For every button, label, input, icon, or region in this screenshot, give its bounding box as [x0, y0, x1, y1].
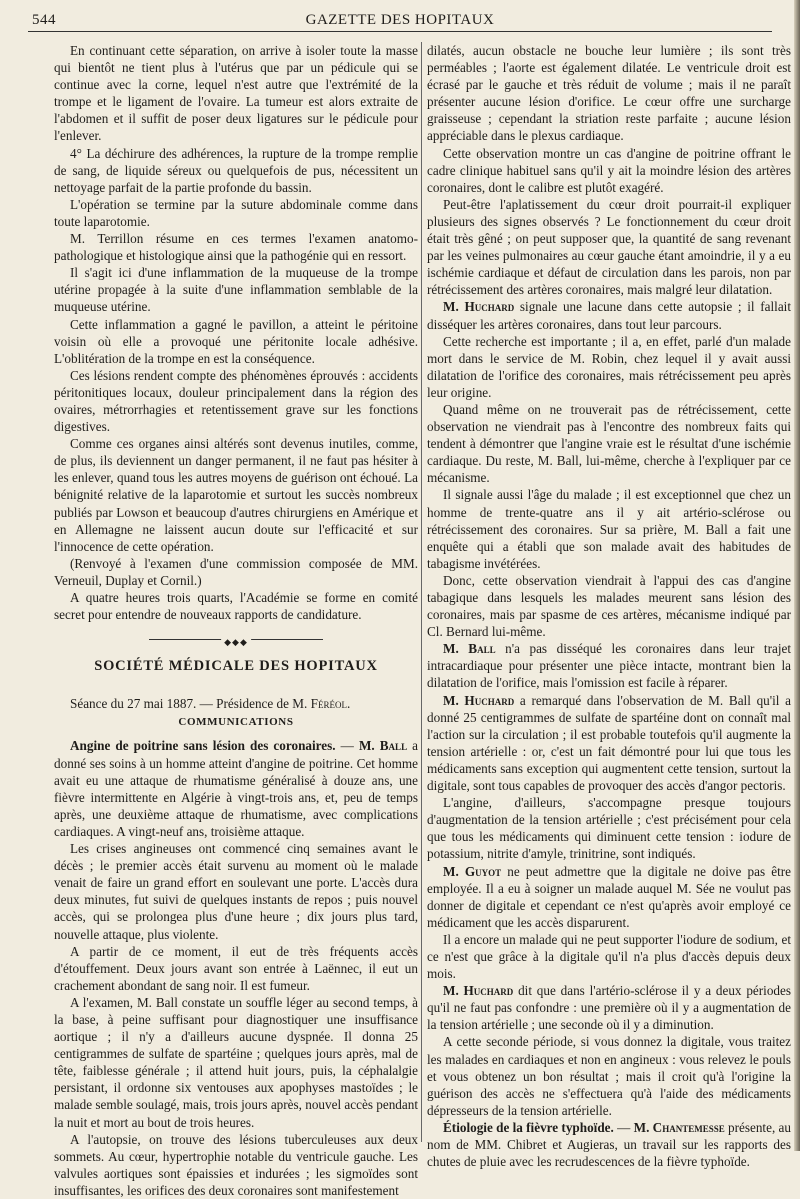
paragraph: Il a encore un malade qui ne peut supporter l'iodure de sodium, et ce n'est que grâce à la digitale qu'il n'a plus d'accès depuis deux mois. [427, 931, 791, 982]
column-separator [421, 42, 422, 1142]
communications-heading: COMMUNICATIONS [178, 716, 294, 729]
speaker-name: M. Huchard [443, 692, 515, 708]
paragraph: M. Guyot ne peut admettre que la digitale ne doive pas être employée. Il a eu à soigner un malade auquel M. Sée ne voulut pas donner de digitale et cependant ce n'est qu'après avoir employé ce médicament que les accès disparurent. [427, 863, 791, 930]
paragraph: Comme ces organes ainsi altérés sont devenus inutiles, comme, de plus, ils deviennent un danger permanent, il ne faut pas hésiter à les enlever, quand tous les autres moyens de guérison ont échoué. La bénignité relative de la laparotomie et surtout les succès nombreux publiés par Lowson et beaucoup d'autres chirurgiens en Amérique et en Allemagne ne laissent aucun doute sur l'efficacité et sur l'innocence de cette opération. [54, 436, 418, 554]
paragraph: L'angine, d'ailleurs, s'accompagne presque toujours d'augmentation de la tension artérielle ; c'est précisément pour cela que tous les médicaments qui diminuent cette tension : iodure de potassium, nitrite d'amyle, trinitrine, sont indiqués. [427, 795, 791, 862]
paragraph: Donc, cette observation viendrait à l'appui des cas d'angine tabagique dans lesquels les malades meurent sans lésion des coronaires, mais par spasme de ces artères, mécanisme indiqué par Cl. Bernard lui-même. [427, 572, 791, 640]
paragraph: Cette observation montre un cas d'angine de poitrine offrant le cadre clinique habituel sans qu'il y ait la moindre lésion des artères coronaires, dont le calibre est plutôt exagéré. [427, 145, 791, 195]
paragraph: A partir de ce moment, il eut de très fréquents accès d'étouffement. Deux jours avant son entrée à Laënnec, il eut un crachement abondant de sang noir. Il est fumeur. [54, 943, 418, 993]
paragraph: 4° La déchirure des adhérences, la rupture de la trompe remplie de sang, de liquide séreux ou quelquefois de pus, nécessitent un nettoyage parfait de la partie profonde du bassin. [54, 145, 418, 195]
president-name: Féréol. [310, 696, 351, 712]
right-column [427, 42, 791, 1170]
paragraph: A l'autopsie, on trouve des lésions tuberculeuses aux deux sommets. Au cœur, hypertrophie notable du ventricule gauche. Les valvules aortiques sont épaissies et indurées ; les sigmoïdes sont insuffisantes, les orifices des deux coronaires sont manifestement [54, 1131, 418, 1198]
paragraph: Peut-être l'aplatissement du cœur droit pourrait-il expliquer plusieurs des signes observés ? Le fonctionnement du cœur droit était très gêné ; on peut supposer que, la quantité de sang revenant par les veines pulmonaires au cœur gauche étant amoindrie, il y a eu ischémie cardiaque et défaut de circulation dans les parois, non par rétrécissement des artères coronaires, mais malgré leur dilatation. [427, 196, 791, 298]
paragraph: Il s'agit ici d'une inflammation de la muqueuse de la trompe utérine propagée à la suite d'une inflammation semblable de la muqueuse utérine. [54, 265, 418, 315]
paragraph: M. Ball n'a pas disséqué les coronaires dans leur trajet intracardiaque pour présenter une pièce intacte, montrant bien la dilatation de l'orifice, mais l'omission est facile à réparer. [427, 641, 792, 691]
paragraph: Quand même on ne trouverait pas de rétrécissement, cette observation ne viendrait pas à l'encontre des nombreux faits qui tendent à démontrer que l'angine vraie est le résultat d'une ischémie cardiaque. Du reste, M. Ball, lui-même, cherche à l'expliquer par ce mécanisme. [427, 401, 791, 486]
page-number: 544 [32, 12, 56, 28]
paragraph: A l'examen, M. Ball constate un souffle léger au second temps, à la base, à peine suffisant pour diagnostiquer une insuffisance aortique ; il n'y a d'ailleurs aucune dyspnée. Il donna 25 centigrammes de sulfate de spartéine ; quelques jours après, mal de tête, faiblesse générale ; il attend huit jours, puis, la céphalalgie persistant, il ordonne six ventouses aux apophyses mastoïdes ; le malade semble soulagé, mais, trois jours après, nouvel accès pendant la nuit et mort au bout de trois heures. [54, 994, 419, 1130]
paragraph: L'opération se termine par la suture abdominale comme dans toute laparotomie. [54, 196, 418, 229]
speaker-name: M. Guyot [443, 863, 502, 879]
article-title: Étiologie de la fièvre typhoïde. [443, 1119, 614, 1135]
section-title: SOCIÉTÉ MÉDICALE DES HOPITAUX [94, 658, 378, 675]
paragraph: M. Huchard signale une lacune dans cette autopsie ; il fallait disséquer les artères coronaires, dans tout leur parcours. [427, 299, 792, 332]
article-title: Angine de poitrine sans lésion des coronaires. [70, 738, 336, 754]
speaker-name: M. Ball [443, 641, 496, 657]
paragraph: Cette inflammation a gagné le pavillon, a atteint le péritoine voisin où elle a provoqué une péritonite locale adhésive. L'oblitération de la trompe en est la conséquence. [54, 316, 418, 366]
journal-title: GAZETTE DES HOPITAUX [305, 12, 495, 28]
paragraph: dilatés, aucun obstacle ne bouche leur lumière ; ils sont très perméables ; l'aorte est également dilatée. Le ventricule droit est écrasé par le gauche et très réduit de volume ; mais il ne paraît présenter aucune lésion d'orifice. Le cœur offre une surcharge graisseuse ; cependant la striation reste parfaite ; aucune lésion appréciable dans le plexus cardiaque. [427, 43, 791, 144]
paragraph: Ces lésions rendent compte des phénomènes éprouvés : accidents péritonitiques locaux, douleur principalement dans la région des ovaires, métrorrhagies et retentissement grave sur les fonctions digestives. [54, 367, 418, 435]
paragraph: Il signale aussi l'âge du malade ; il est exceptionnel que chez un homme de trente-quatre ans il y ait artério-sclérose ou rétrécissement des coronaires. Sur sa prière, M. Ball a fait une enquête qui a établi que son malade avait des habitudes de tabagisme invétérées. [427, 487, 791, 571]
page-header [28, 10, 772, 30]
paragraph: M. Terrillon résume en ces termes l'examen anatomo-pathologique et histologique ainsi que la pathogénie qui en ressort. [54, 231, 418, 264]
paragraph: M. Huchard a remarqué dans l'observation de M. Ball qu'il a donné 25 centigrammes de sulfate de spartéine dont on connaît mal l'action sur la circulation ; il est probable toutefois qu'il augmente la tension artérielle : or, c'est un fait démontré pour lui que tous les médicaments sans exception qui augmentent cette tension, surtout la digitale, sont tous capables de provoquer des accès d'angor pectoris. [427, 692, 792, 794]
page-edge-shadow [794, 0, 800, 1151]
speaker-name: M. Huchard [443, 299, 515, 315]
speaker-name: M. Chantemesse [633, 1119, 725, 1135]
header-rule [28, 31, 772, 32]
paragraph: Angine de poitrine sans lésion des coronaires. — M. Ball a donné ses soins à un homme atteint d'angine de poitrine. Cet homme avait eu une attaque de rhumatisme généralisé à douze ans, une fièvre intermittente en Algérie à vingt-trois ans, et, peu de temps après, une deuxième attaque de rhumatisme, avec complications cardiaques. A vingt-neuf ans, troisième attaque. [54, 738, 419, 839]
paragraph: Cette recherche est importante ; il a, en effet, parlé d'un malade mort dans le service de M. Robin, chez lequel il y avait aussi dilatation de l'orifice des coronaires, mais rétrécissement peu après leur origine. [427, 333, 791, 400]
paragraph: M. Huchard dit que dans l'artério-sclérose il y a deux périodes qu'il ne faut pas confondre : une première où il y a augmentation de la tension artérielle ; une seconde où il y a diminution. [427, 983, 791, 1033]
paragraph: A cette seconde période, si vous donnez la digitale, vous traitez les malades en cardiaques et non en angineux : vous relevez le pouls et vous obtenez un bon résultat ; mais il croit qu'à l'origine la guérison des accès ne s'effectuera qu'à l'aide des médicaments dépresseurs de la tension artérielle. [427, 1034, 791, 1118]
session-line: Séance du 27 mai 1887. — Présidence de M. Féréol. [70, 696, 351, 712]
speaker-name: M. Huchard [443, 983, 514, 999]
author-name: M. Ball [358, 738, 408, 754]
paragraph: A quatre heures trois quarts, l'Académie se forme en comité secret pour entendre de nouveaux rapports de candidature. [54, 590, 418, 623]
left-column [54, 42, 418, 1199]
paragraph: Étiologie de la fièvre typhoïde. — M. Chantemesse présente, au nom de MM. Chibret et Augieras, un travail sur les rapports des chutes de pluie avec les recrudescences de la fièvre typhoïde. [427, 1119, 791, 1170]
section-divider: ◆◆◆ [54, 635, 418, 645]
paragraph: Les crises angineuses ont commencé cinq semaines avant le décès ; le premier accès était survenu au moment où le malade venait de faire un grand effort en soulevant une porte. L'accès dura deux minutes, fut suivi de quelques instants de repos ; puis nouvel accès, qui se prolongea plus d'une heure ; dix jours plus tard, nouvelle attaque, plus violente. [54, 841, 418, 942]
paragraph: (Renvoyé à l'examen d'une commission composée de MM. Verneuil, Duplay et Cornil.) [54, 555, 418, 588]
paragraph: En continuant cette séparation, on arrive à isoler toute la masse qui bientôt ne tient plus à l'utérus que par un pédicule qui se continue avec la corne, lequel n'est autre que l'extrémité de la trompe et le ligament de l'ovaire. La tumeur est alors extraite de l'abdomen et il suffit de poser deux ligatures sur le pédicule pour l'enlever. [54, 43, 418, 144]
